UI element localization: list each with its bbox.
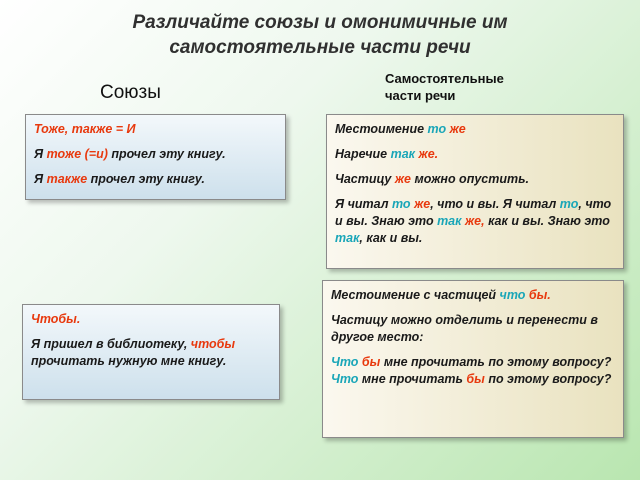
text: Наречие <box>335 147 391 161</box>
highlight-word: так <box>437 214 462 228</box>
heading-conjunctions: Союзы <box>100 82 161 103</box>
highlight-word: так <box>390 147 416 161</box>
box1-example1 <box>34 146 277 163</box>
highlight-word: чтобы <box>190 337 236 351</box>
highlight-word: что <box>499 288 526 302</box>
heading-parts-of-speech <box>385 70 565 104</box>
box2-pronoun <box>335 121 615 138</box>
text: Местоимение с частицей <box>331 288 500 302</box>
highlight-word: то <box>391 197 411 211</box>
highlight-word: бы <box>361 355 381 369</box>
highlight-word: тоже (=и) <box>46 147 108 161</box>
pronoun-chto-by-box <box>322 280 624 438</box>
conjunction-chtoby-box <box>22 304 280 400</box>
highlight-word: Что <box>331 355 359 369</box>
text: Местоимение <box>335 122 428 136</box>
box1-example2 <box>34 171 277 188</box>
highlight-word: бы. <box>528 288 551 302</box>
text: прочитать нужную мне книгу. <box>31 354 227 368</box>
text: мне прочитать <box>358 372 467 386</box>
highlight-word: то <box>427 122 447 136</box>
highlight-word: же. <box>418 147 439 161</box>
highlight-word: же, <box>464 214 485 228</box>
slide-title <box>40 10 600 60</box>
text: как и вы. Знаю это <box>484 214 610 228</box>
box2-particle <box>335 171 615 188</box>
text: Я <box>34 147 47 161</box>
conjunction-tozhe-box <box>25 114 286 200</box>
text: прочел эту книгу. <box>107 147 226 161</box>
slide-title-line1: Различайте союзы и омонимичные им <box>132 12 508 33</box>
text: Частицу <box>335 172 395 186</box>
heading-parts-line2: части речи <box>385 88 456 103</box>
box4-heading: Чтобы. <box>31 312 81 326</box>
pronoun-to-zhe-box <box>326 114 624 269</box>
box3-rule: Частицу можно отделить и перенести в другое место: <box>331 313 598 344</box>
highlight-word: то <box>559 197 579 211</box>
heading-parts-line1: Самостоятельные <box>385 71 504 86</box>
text: Я <box>34 172 47 186</box>
text: , что и вы. Я читал <box>430 197 560 211</box>
box2-examples <box>335 196 615 247</box>
text: прочел эту книгу. <box>87 172 205 186</box>
highlight-word: же <box>449 122 466 136</box>
text: Я читал <box>335 197 392 211</box>
slide-title-line2: самостоятельные части речи <box>169 37 471 58</box>
highlight-word: также <box>46 172 88 186</box>
box3-heading <box>331 287 615 304</box>
highlight-word: же <box>394 172 411 186</box>
text: по этому вопросу? <box>484 372 612 386</box>
text: Я пришел в библиотеку, <box>31 337 191 351</box>
text: , как и вы. <box>359 231 423 245</box>
highlight-word: так <box>335 231 360 245</box>
text: можно опустить. <box>411 172 529 186</box>
box3-examples <box>331 354 615 388</box>
highlight-word: бы <box>466 372 485 386</box>
text: , что и вы. Знаю это <box>335 197 612 228</box>
box4-example <box>31 336 271 370</box>
highlight-word: же <box>414 197 431 211</box>
box2-adverb <box>335 146 615 163</box>
text: мне прочитать по этому вопросу? <box>380 355 612 369</box>
box1-rule: Тоже, также = И <box>34 122 136 136</box>
highlight-word: Что <box>331 372 359 386</box>
